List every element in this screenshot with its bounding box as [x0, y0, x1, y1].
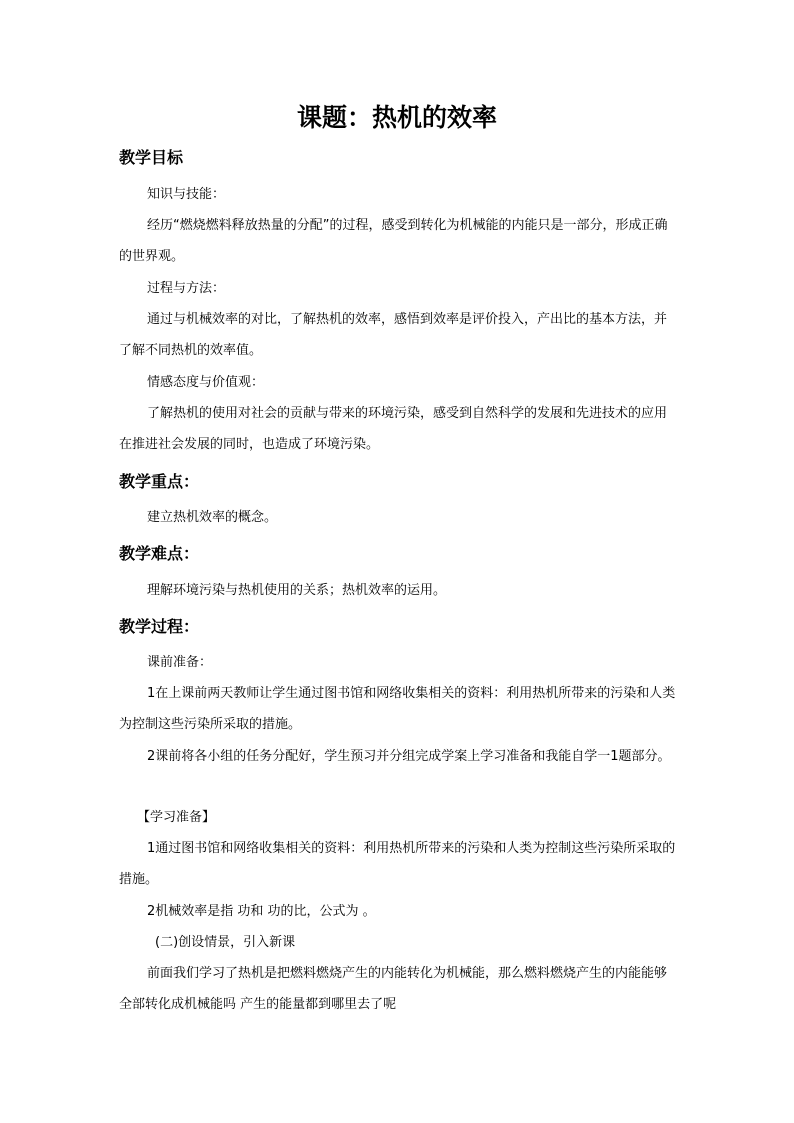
knowledge-text: 经历“燃烧燃料释放热量的分配”的过程，感受到转化为机械能的内能只是一部分，形成正确的世界观。 — [119, 218, 668, 264]
pre-class-item-1: 1在上课前两天教师让学生通过图书馆和网络收集相关的资料：利用热机所带来的污染和人类为控制这些污染所采取的措施。 — [119, 686, 676, 732]
difficulties-heading: 教学难点： — [119, 544, 200, 563]
method-label: 过程与方法： — [147, 281, 226, 296]
scenario-label: (二)创设情景，引入新课 — [155, 935, 296, 950]
method-text: 通过与机械效率的对比，了解热机的效率，感悟到效率是评价投入，产出比的基本方法，并了解不同热机的效率值。 — [119, 312, 668, 358]
study-prep-item-2: 2机械效率是指 功和 功的比，公式为 。 — [147, 904, 376, 919]
attitude-label: 情感态度与价值观： — [147, 375, 265, 390]
process-heading: 教学过程： — [119, 617, 200, 636]
pre-class-label: 课前准备： — [147, 655, 213, 670]
key-points-text: 建立热机效率的概念。 — [147, 510, 278, 525]
study-prep-label: 【学习准备】 — [137, 810, 216, 825]
knowledge-label: 知识与技能： — [147, 187, 226, 202]
key-points-heading: 教学重点： — [119, 472, 200, 491]
document-title: 课题：热机的效率 — [296, 103, 497, 132]
objectives-heading: 教学目标 — [119, 148, 184, 167]
pre-class-item-2: 2课前将各小组的任务分配好，学生预习并分组完成学案上学习准备和我能自学一1题部分。 — [147, 749, 671, 764]
scenario-text: 前面我们学习了热机是把燃料燃烧产生的内能转化为机械能，那么燃料燃烧产生的内能能够全部转化成机械能吗 产生的能量都到哪里去了呢 — [119, 966, 668, 1012]
attitude-text: 了解热机的使用对社会的贡献与带来的环境污染，感受到自然科学的发展和先进技术的应用在推进社会发展的同时，也造成了环境污染。 — [119, 406, 668, 452]
study-prep-item-1: 1通过图书馆和网络收集相关的资料：利用热机所带来的污染和人类为控制这些污染所采取的措施。 — [119, 841, 676, 887]
difficulties-text: 理解环境污染与热机使用的关系；热机效率的运用。 — [147, 583, 447, 598]
